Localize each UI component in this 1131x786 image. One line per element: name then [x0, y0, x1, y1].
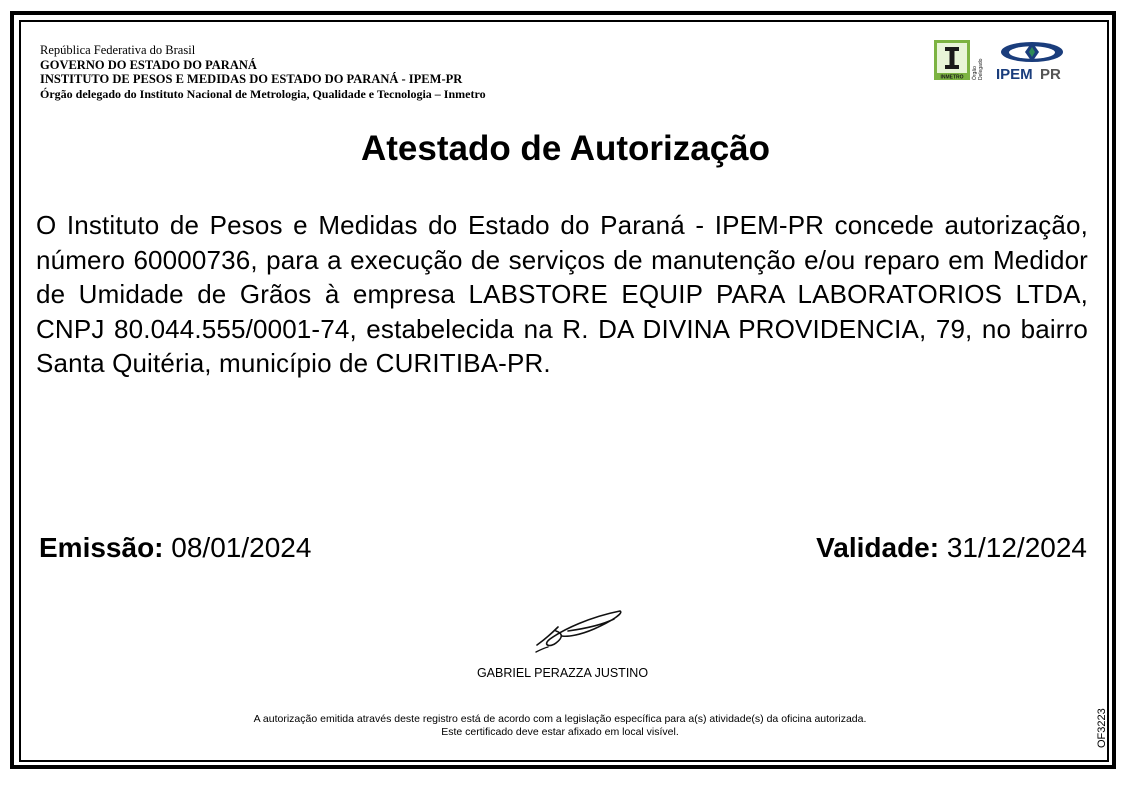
header-line-delegate: Órgão delegado do Instituto Nacional de Metrologia, Qualidade e Tecnologia – Inmetro	[40, 86, 486, 101]
authorization-text: O Instituto de Pesos e Medidas do Estado do Paraná - IPEM-PR concede autorização, número 60000736, para a execução de serviços de manutenção e/ou reparo em Medidor de Umidade de Grãos à empresa LABSTORE EQUIP PARA LABORATORIOS LTDA, CNPJ 80.044.555/0001-74, estabelecida na R. DA DIVINA PROVIDENCIA, 79, no bairro Santa Quitéria, município de CURITIBA-PR.	[36, 210, 1088, 378]
header-line-government: GOVERNO DO ESTADO DO PARANÁ	[40, 57, 257, 72]
issue-date-label: Emissão:	[39, 532, 164, 563]
validity-date-value: 31/12/2024	[946, 532, 1087, 563]
logos	[934, 40, 1069, 82]
footer-note	[0, 713, 1120, 738]
issue-date-value: 08/01/2024	[171, 532, 312, 563]
government-header	[40, 43, 486, 101]
ipem-logo-text: IPEM	[996, 66, 1033, 82]
inmetro-logo-icon	[934, 40, 970, 81]
footer-line-1: A autorização emitida através deste registro está de acordo com a legislação específica para a(s) atividade(s) da oficina autorizada.	[253, 713, 867, 725]
pr-logo-text: PR	[1040, 66, 1061, 82]
signer-name: GABRIEL PERAZZA JUSTINO	[476, 666, 649, 680]
inmetro-logo-text: INMETRO	[940, 74, 964, 81]
orgao-delegado-line1: Órgão	[972, 66, 978, 80]
validity-date	[816, 530, 1087, 566]
form-code: OF3223	[1096, 708, 1108, 748]
orgao-delegado-line2: Delegado	[978, 58, 984, 80]
ipem-logo-icon	[996, 42, 1063, 82]
header-line-institute: INSTITUTO DE PESOS E MEDIDAS DO ESTADO DO PARANÁ - IPEM-PR	[40, 72, 463, 86]
footer-line-2: Este certificado deve estar afixado em local visível.	[441, 725, 679, 738]
issue-date	[39, 530, 311, 566]
signature	[532, 603, 632, 655]
validity-date-label: Validade:	[816, 532, 940, 563]
document-title: Atestado de Autorização	[360, 129, 771, 168]
header-line-republic: República Federativa do Brasil	[40, 43, 196, 57]
